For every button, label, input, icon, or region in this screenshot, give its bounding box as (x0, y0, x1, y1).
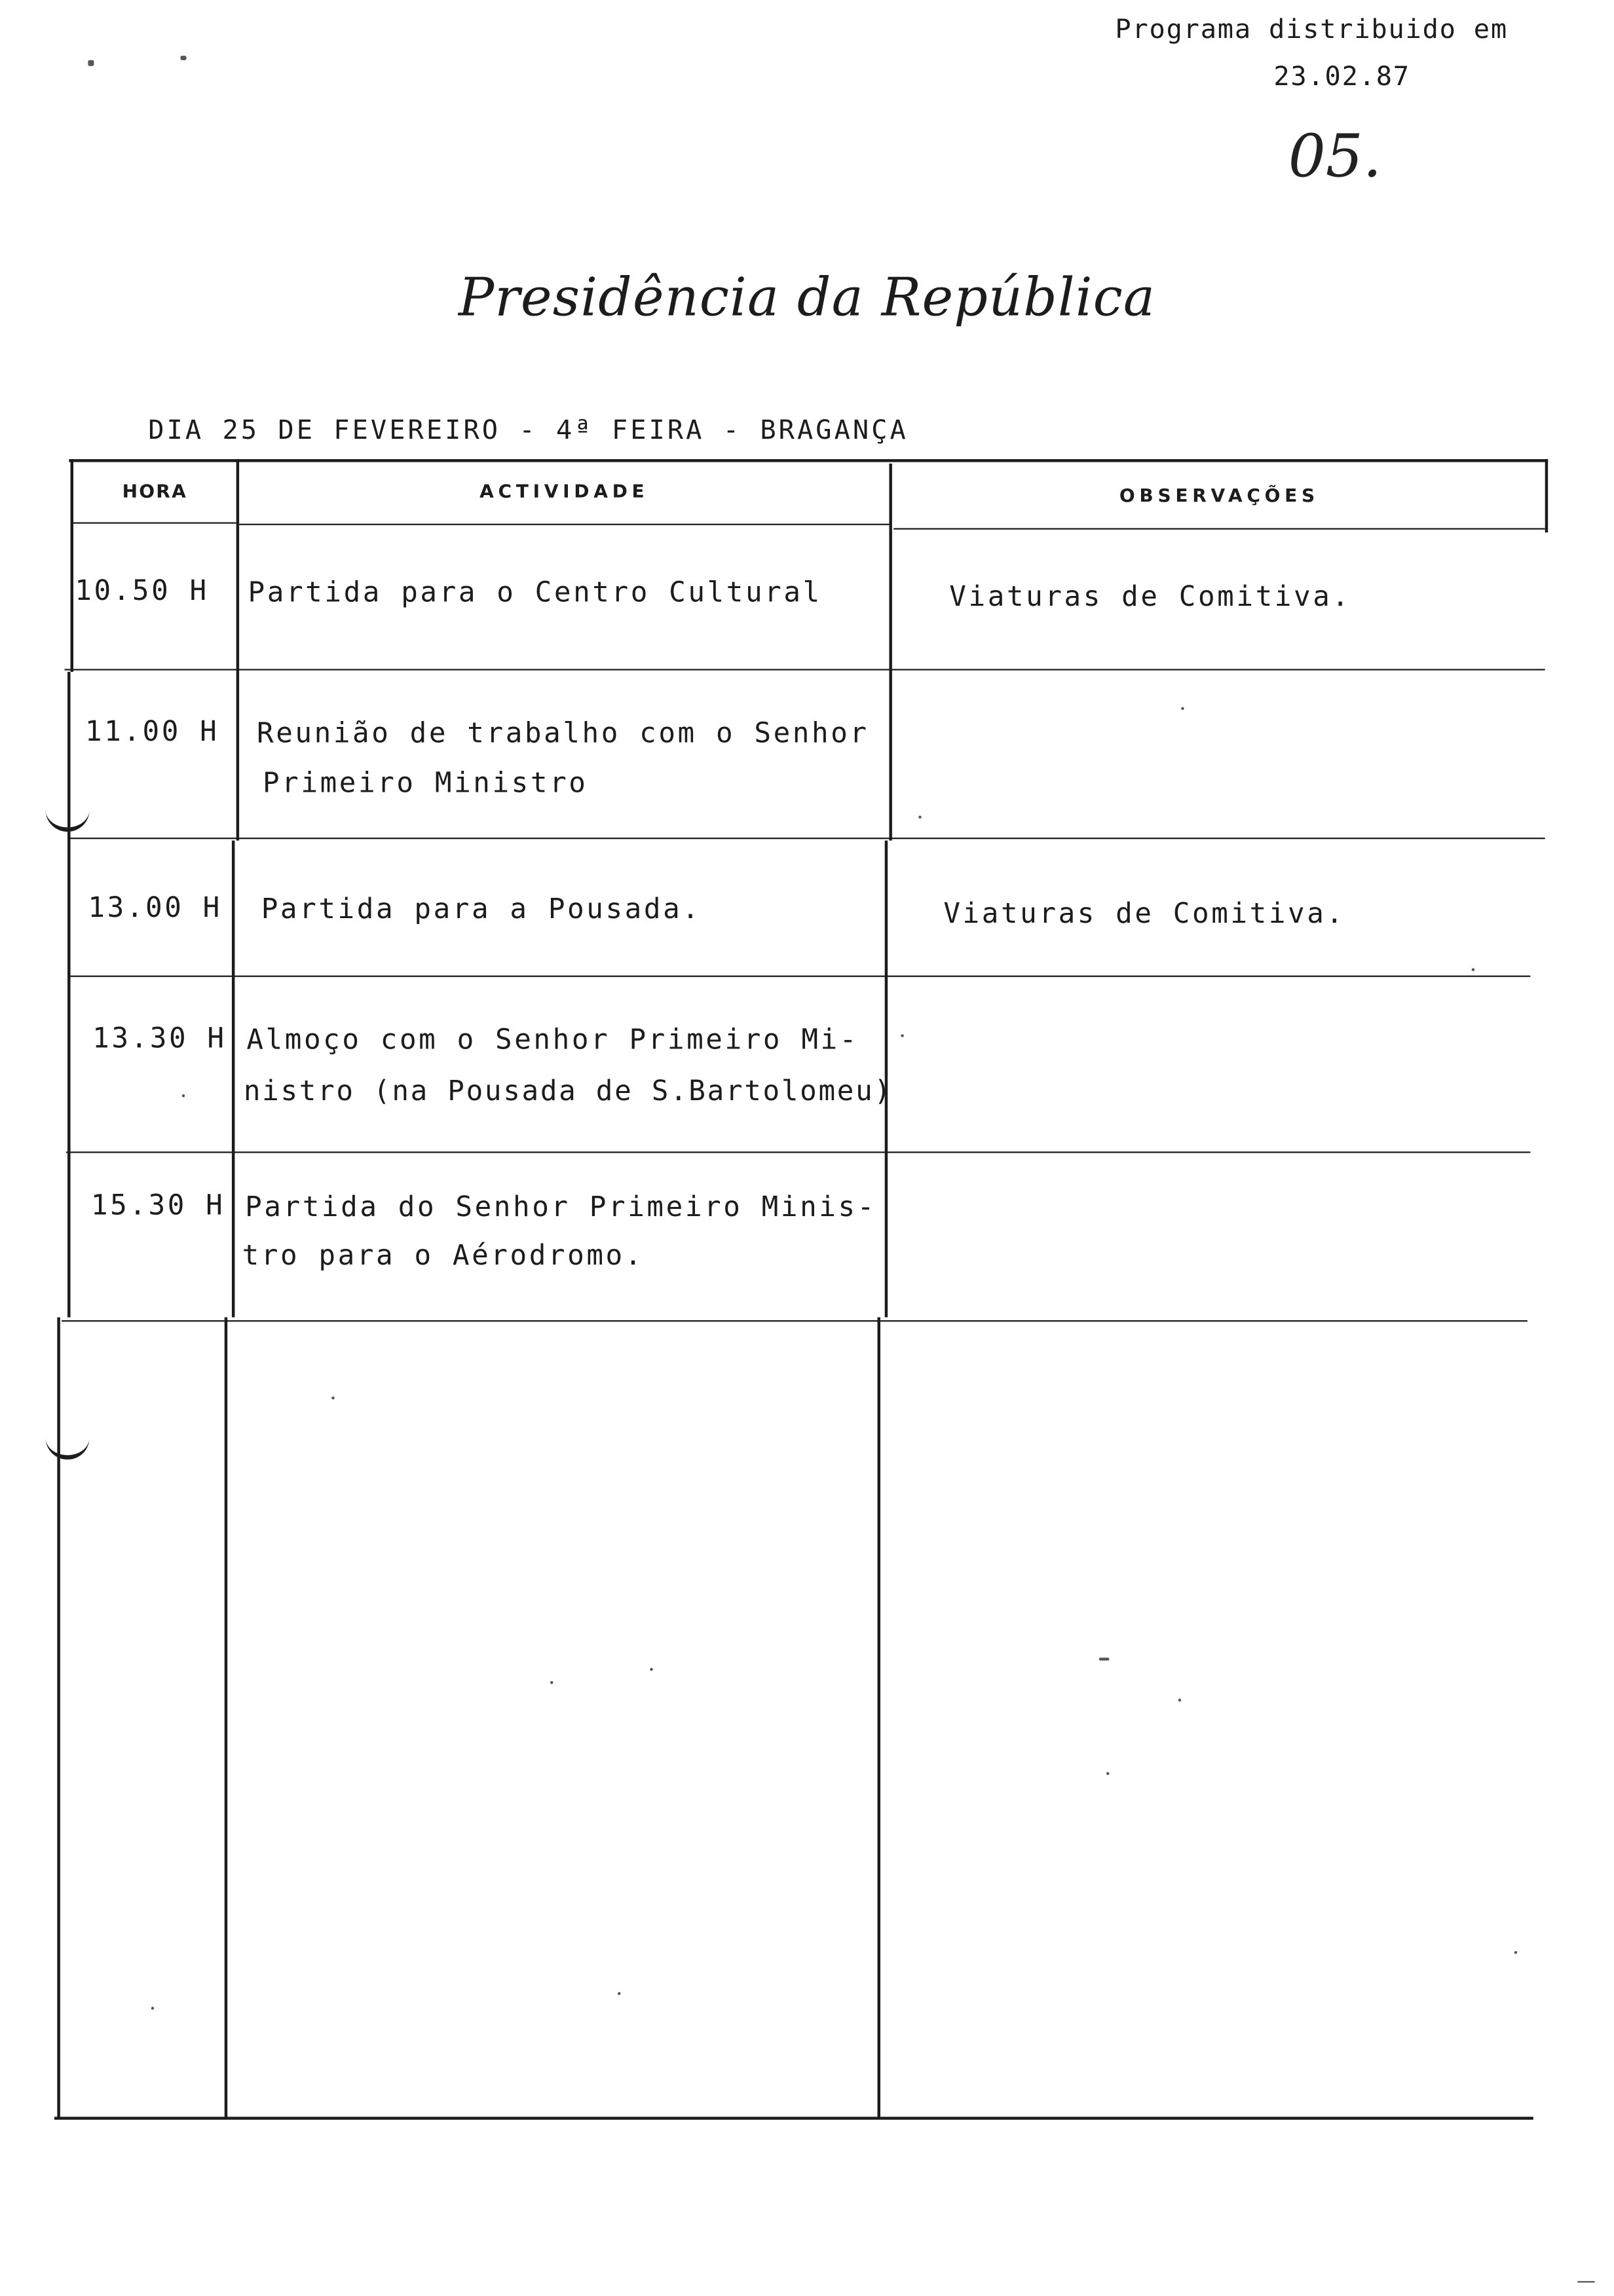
table-bottom-border (54, 2117, 1533, 2119)
letterhead: Presidência da República (458, 268, 1156, 329)
scan-speck (1099, 1657, 1110, 1660)
day-heading: DIA 25 DE FEVEREIRO - 4ª FEIRA - BRAGANÇA (148, 415, 909, 446)
header-rule (893, 528, 1545, 529)
scan-speck (182, 1094, 185, 1097)
row-2-actividade-line-1: Reunião de trabalho com o Senhor (257, 717, 869, 750)
binder-hole-mark (45, 1432, 89, 1460)
scan-speck (1181, 707, 1184, 710)
row-5-actividade-line-1: Partida do Senhor Primeiro Minis- (245, 1191, 876, 1224)
scan-speck (618, 1992, 620, 1995)
stray-mark (181, 56, 187, 60)
distribution-date: 23.02.87 (1273, 62, 1410, 93)
scan-speck (1514, 1951, 1517, 1953)
row-5-actividade-line-2: tro para o Aérodromo. (242, 1239, 644, 1272)
row-4-hora: 13.30 H (92, 1022, 227, 1055)
scan-speck (918, 815, 921, 818)
row-1-actividade: Partida para o Centro Cultural (248, 576, 822, 609)
header-rule (72, 522, 236, 523)
binder-hole-mark (45, 804, 89, 832)
scan-speck (1106, 1772, 1109, 1775)
row-3-actividade: Partida para a Pousada. (261, 893, 702, 926)
column-divider-hora (236, 459, 239, 840)
scan-speck (331, 1396, 334, 1399)
scan-speck (901, 1034, 903, 1037)
row-separator (66, 1151, 1531, 1153)
scan-speck (650, 1668, 652, 1671)
column-divider-hora (232, 841, 235, 1318)
row-4-actividade-line-1: Almoço com o Senhor Primeiro Mi- (246, 1024, 859, 1056)
column-divider-hora (225, 1318, 227, 2119)
distribution-note: Programa distribuido em (1115, 14, 1508, 46)
row-2-actividade-line-2: Primeiro Ministro (262, 767, 588, 800)
row-separator (65, 669, 1545, 670)
row-2-hora: 11.00 H (84, 716, 219, 749)
row-separator (62, 1320, 1528, 1322)
column-header-hora: HORA (122, 479, 188, 502)
row-3-observacoes: Viaturas de Comitiva. (943, 897, 1345, 931)
table-right-border (1545, 459, 1548, 532)
column-header-observacoes: OBSERVAÇÕES (1119, 484, 1319, 506)
row-5-hora: 15.30 H (90, 1189, 225, 1222)
stray-mark (88, 60, 94, 66)
scan-speck (1178, 1699, 1181, 1701)
row-3-hora: 13.00 H (88, 891, 222, 925)
row-1-hora: 10.50 H (75, 575, 209, 608)
row-4-actividade-line-2: nistro (na Pousada de S.Bartolomeu) (243, 1075, 893, 1108)
table-top-border (69, 459, 1548, 462)
column-divider-actividade (878, 1318, 880, 2119)
column-divider-actividade (889, 464, 891, 841)
row-separator (67, 838, 1545, 839)
scan-speck (1472, 968, 1474, 971)
column-header-actividade: ACTIVIDADE (479, 479, 649, 502)
row-1-observacoes: Viaturas de Comitiva. (949, 581, 1351, 614)
header-rule (239, 524, 889, 525)
row-separator (67, 976, 1530, 977)
table-left-border (67, 672, 70, 1318)
scan-speck (151, 2007, 154, 2009)
scan-speck (550, 1681, 553, 1684)
handwritten-page-mark: 05. (1288, 123, 1382, 191)
scan-speck (1577, 2281, 1595, 2282)
